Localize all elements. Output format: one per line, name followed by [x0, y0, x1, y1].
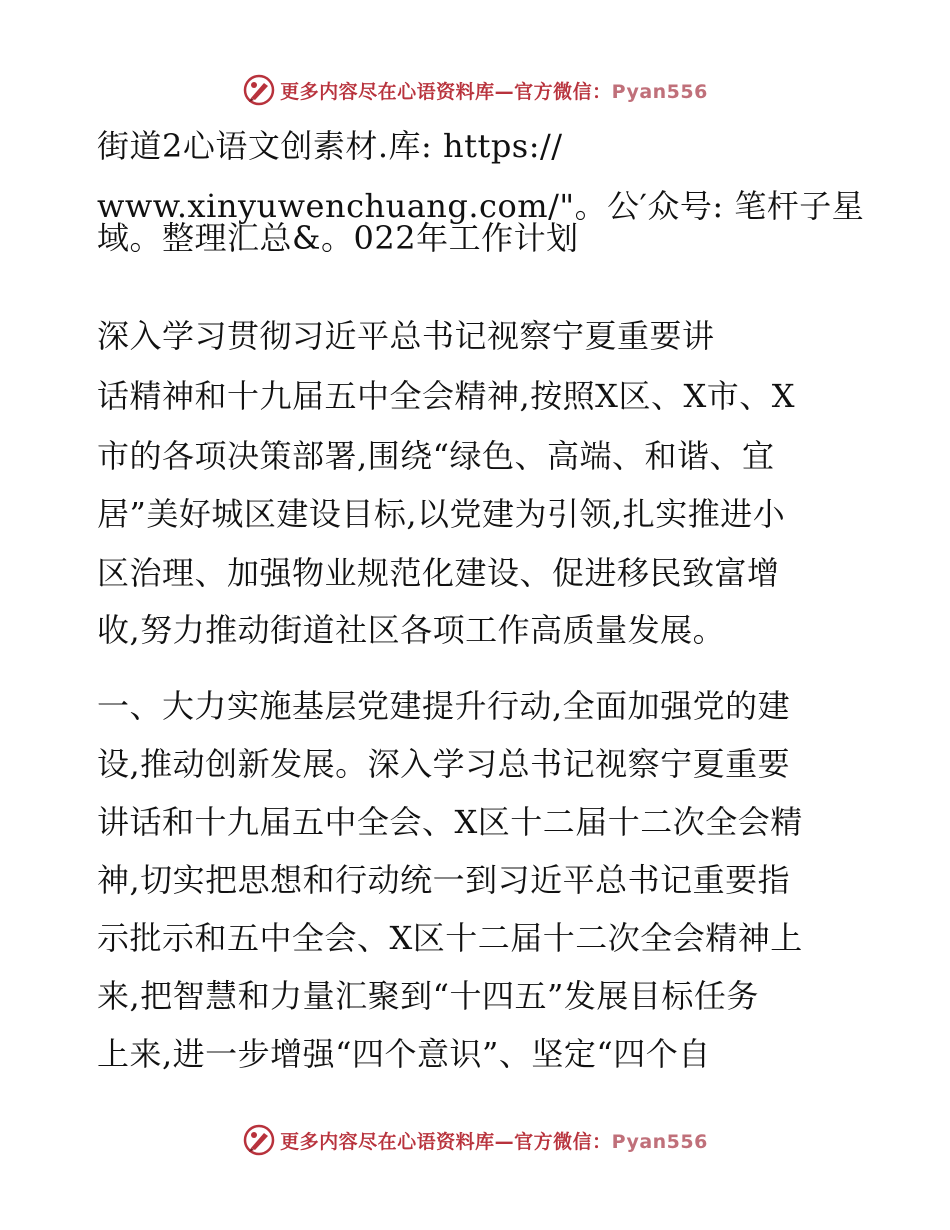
text-line: 上来,进一步增强“四个意识”、坚定“四个自	[97, 1035, 711, 1073]
text-line: 一、大力实施基层党建提升行动,全面加强党的建	[97, 687, 791, 725]
text-line: 收,努力推动街道社区各项工作高质量发展。	[97, 611, 726, 649]
header-watermark-banner	[0, 70, 950, 110]
pen-logo-icon	[242, 73, 276, 107]
text-line: www.xinyuwenchuang.com/"。公′众号: 笔杆子星	[97, 187, 865, 225]
watermark-text	[280, 1127, 708, 1154]
text-line: 街道2心语文创素材.库: https://	[97, 127, 563, 165]
watermark-wechat-id: Pyan556	[611, 80, 708, 103]
watermark-wechat-id: Pyan556	[611, 1130, 708, 1153]
footer-watermark-banner	[0, 1120, 950, 1160]
pen-logo-icon	[242, 1123, 276, 1157]
watermark-label: 更多内容尽在心语资料库—官方微信：	[280, 80, 612, 103]
text-line: 示批示和五中全会、X区十二届十二次全会精神上	[97, 919, 803, 957]
text-line: 域。整理汇总&。022年工作计划	[97, 219, 579, 257]
watermark-label: 更多内容尽在心语资料库—官方微信：	[280, 1130, 612, 1153]
text-line: 市的各项决策部署,围绕“绿色、高端、和谐、宜	[97, 437, 775, 475]
text-line: 神,切实把思想和行动统一到习近平总书记重要指	[97, 861, 791, 899]
watermark-text	[280, 77, 708, 104]
text-line: 设,推动创新发展。深入学习总书记视察宁夏重要	[97, 745, 791, 783]
text-line: 居”美好城区建设目标,以党建为引领,扎实推进小	[97, 495, 786, 533]
text-line: 区治理、加强物业规范化建设、促进移民致富增	[97, 554, 780, 592]
text-line: 话精神和十九届五中全会精神,按照X区、X市、X	[97, 377, 796, 415]
text-line: 来,把智慧和力量汇聚到“十四五”发展目标任务	[97, 977, 759, 1015]
text-line: 深入学习贯彻习近平总书记视察宁夏重要讲	[97, 317, 715, 355]
text-line: 讲话和十九届五中全会、X区十二届十二次全会精	[97, 803, 803, 841]
